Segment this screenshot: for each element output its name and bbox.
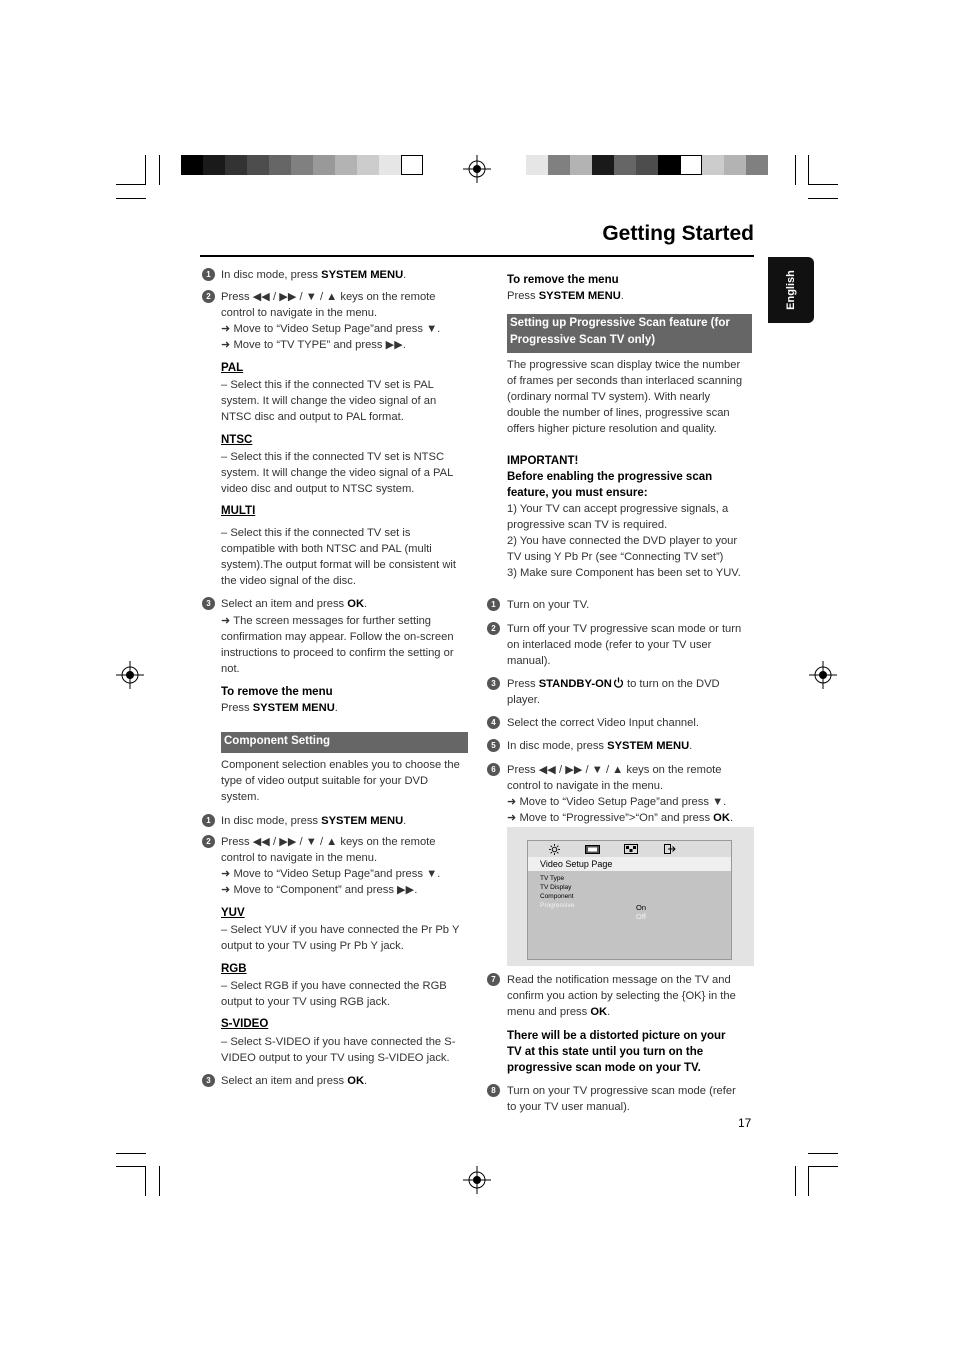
option-description: – Select RGB if you have connected the RGB output to your TV using RGB jack. [221, 980, 447, 1008]
color-bar-right [526, 155, 768, 175]
step-number: 4 [487, 716, 500, 729]
warning-text: There will be a distorted picture on your TV at this state until you turn on the progressive scan mode on your TV. [507, 1030, 726, 1074]
step-text: Select an item and press OK. ➜ The screen messages for further setting confirmation may appear. Follow the on-screen instructions to proceed to confirm the setting or not. [221, 598, 454, 675]
step-number: 2 [202, 290, 215, 303]
step-text: In disc mode, press SYSTEM MENU. [507, 740, 693, 752]
option-heading-yuv: YUV [221, 907, 245, 919]
important-subheading: Before enabling the progressive scan feature, you must ensure: [507, 471, 713, 499]
progressive-intro: The progressive scan display twice the number of frames per seconds than interlaced scanning (ordinary normal TV system). With nearly double the number of lines, progressive scan offers higher picture resolution and quality. [507, 359, 743, 435]
page-number: 17 [738, 1116, 752, 1130]
step-text: Press ◀◀ / ▶▶ / ▼ / ▲ keys on the remote control to navigate in the menu. ➜ Move to “Video Setup Page”and press ▼. ➜ Move to “TV TYPE” and press ▶▶. [221, 291, 441, 351]
step-text: Turn on your TV. [507, 599, 590, 611]
option-heading-svideo: S-VIDEO [221, 1018, 269, 1030]
step-number: 6 [487, 763, 500, 776]
option-heading-pal: PAL [221, 362, 244, 374]
step-number: 1 [487, 598, 500, 611]
step-text: In disc mode, press SYSTEM MENU. [221, 815, 407, 827]
language-tab [768, 257, 814, 323]
remove-menu-text: Press SYSTEM MENU. [507, 290, 624, 302]
osd-option-on[interactable]: On [636, 903, 647, 912]
exit-icon [664, 844, 676, 854]
option-description: – Select this if the connected TV set is PAL system. It will change the video signal of an NTSC disc and output to PAL format. [221, 379, 437, 423]
title-rule [200, 255, 754, 257]
option-heading-rgb: RGB [221, 963, 247, 975]
option-description: – Select this if the connected TV set is NTSC system. It will change the video signal of a PAL video disc and output to NTSC system. [221, 451, 454, 495]
remove-menu-text: Press SYSTEM MENU. [221, 702, 338, 714]
sun-icon [549, 844, 560, 855]
option-description: – Select YUV if you have connected the Pr Pb Y output to your TV using Pr Pb Y jack. [221, 924, 460, 952]
video-setup-screenshot [507, 827, 754, 966]
osd-menu-item[interactable]: TV Type [540, 875, 565, 882]
step-number: 1 [202, 814, 215, 827]
step-text: Press ◀◀ / ▶▶ / ▼ / ▲ keys on the remote control to navigate in the menu. ➜ Move to “Video Setup Page”and press ▼. ➜ Move to “Progressive”>“On” and press OK. [507, 764, 734, 824]
remove-menu-heading: To remove the menu [221, 686, 333, 698]
registration-mark-icon [463, 155, 491, 183]
osd-page-title: Video Setup Page [528, 857, 731, 871]
tv-screen-icon [585, 845, 600, 854]
step-number: 1 [202, 268, 215, 281]
language-label: English [785, 270, 797, 310]
step-text: Press STANDBY-ON to turn on the DVD player. [507, 678, 720, 706]
option-heading-ntsc: NTSC [221, 434, 253, 446]
component-intro: Component selection enables you to choose the type of video output suitable for your DVD system. [221, 759, 460, 803]
osd-menu-item[interactable]: TV Display [540, 884, 572, 891]
step-text: Select the correct Video Input channel. [507, 717, 699, 729]
step-text: Select an item and press OK. [221, 1075, 368, 1087]
step-text: Turn on your TV progressive scan mode (refer to your TV user manual). [507, 1085, 736, 1113]
step-text: Turn off your TV progressive scan mode or turn on interlaced mode (refer to your TV user manual). [507, 623, 742, 667]
osd-window [527, 840, 732, 960]
section-band-progressive: Setting up Progressive Scan feature (for Progressive Scan TV only) [507, 314, 752, 353]
step-number: 7 [487, 973, 500, 986]
page-title: Getting Started [602, 222, 754, 245]
step-text: Read the notification message on the TV and confirm you action by selecting the {OK} in the menu and press OK. [507, 974, 736, 1018]
registration-mark-icon [463, 1166, 491, 1194]
osd-menu-item-selected[interactable]: Progressive [540, 902, 575, 909]
step-text: Press ◀◀ / ▶▶ / ▼ / ▲ keys on the remote control to navigate in the menu. ➜ Move to “Video Setup Page”and press ▼. ➜ Move to “Component” and press ▶▶. [221, 836, 441, 896]
step-number: 8 [487, 1084, 500, 1097]
power-icon [613, 677, 624, 688]
osd-option-off[interactable]: Off [636, 912, 646, 921]
step-number: 3 [202, 1074, 215, 1087]
option-heading-multi: MULTI [221, 505, 256, 517]
important-heading: IMPORTANT! [507, 455, 579, 467]
step-text: In disc mode, press SYSTEM MENU. [221, 269, 407, 281]
osd-icon-bar [528, 841, 731, 857]
remove-menu-heading: To remove the menu [507, 274, 619, 286]
registration-mark-icon [809, 661, 837, 689]
important-list: 1) Your TV can accept progressive signals, a progressive scan TV is required. 2) You have connected the DVD player to your TV using Y Pb Pr (see “Connecting TV set”) 3) Make sure Component has been set to YUV. [507, 503, 741, 579]
step-number: 2 [487, 622, 500, 635]
step-number: 3 [487, 677, 500, 690]
registration-mark-icon [116, 661, 144, 689]
option-description: – Select this if the connected TV set is compatible with both NTSC and PAL (multi system).The output format will be consistent wit the video signal of the disc. [221, 527, 457, 587]
osd-menu-item[interactable]: Component [540, 893, 574, 900]
speaker-grid-icon [624, 844, 638, 854]
color-bar-left [181, 155, 423, 175]
step-number: 2 [202, 835, 215, 848]
section-band-component: Component Setting [221, 732, 468, 753]
option-description: – Select S-VIDEO if you have connected the S- VIDEO output to your TV using S-VIDEO jack. [221, 1036, 456, 1064]
step-number: 3 [202, 597, 215, 610]
step-number: 5 [487, 739, 500, 752]
